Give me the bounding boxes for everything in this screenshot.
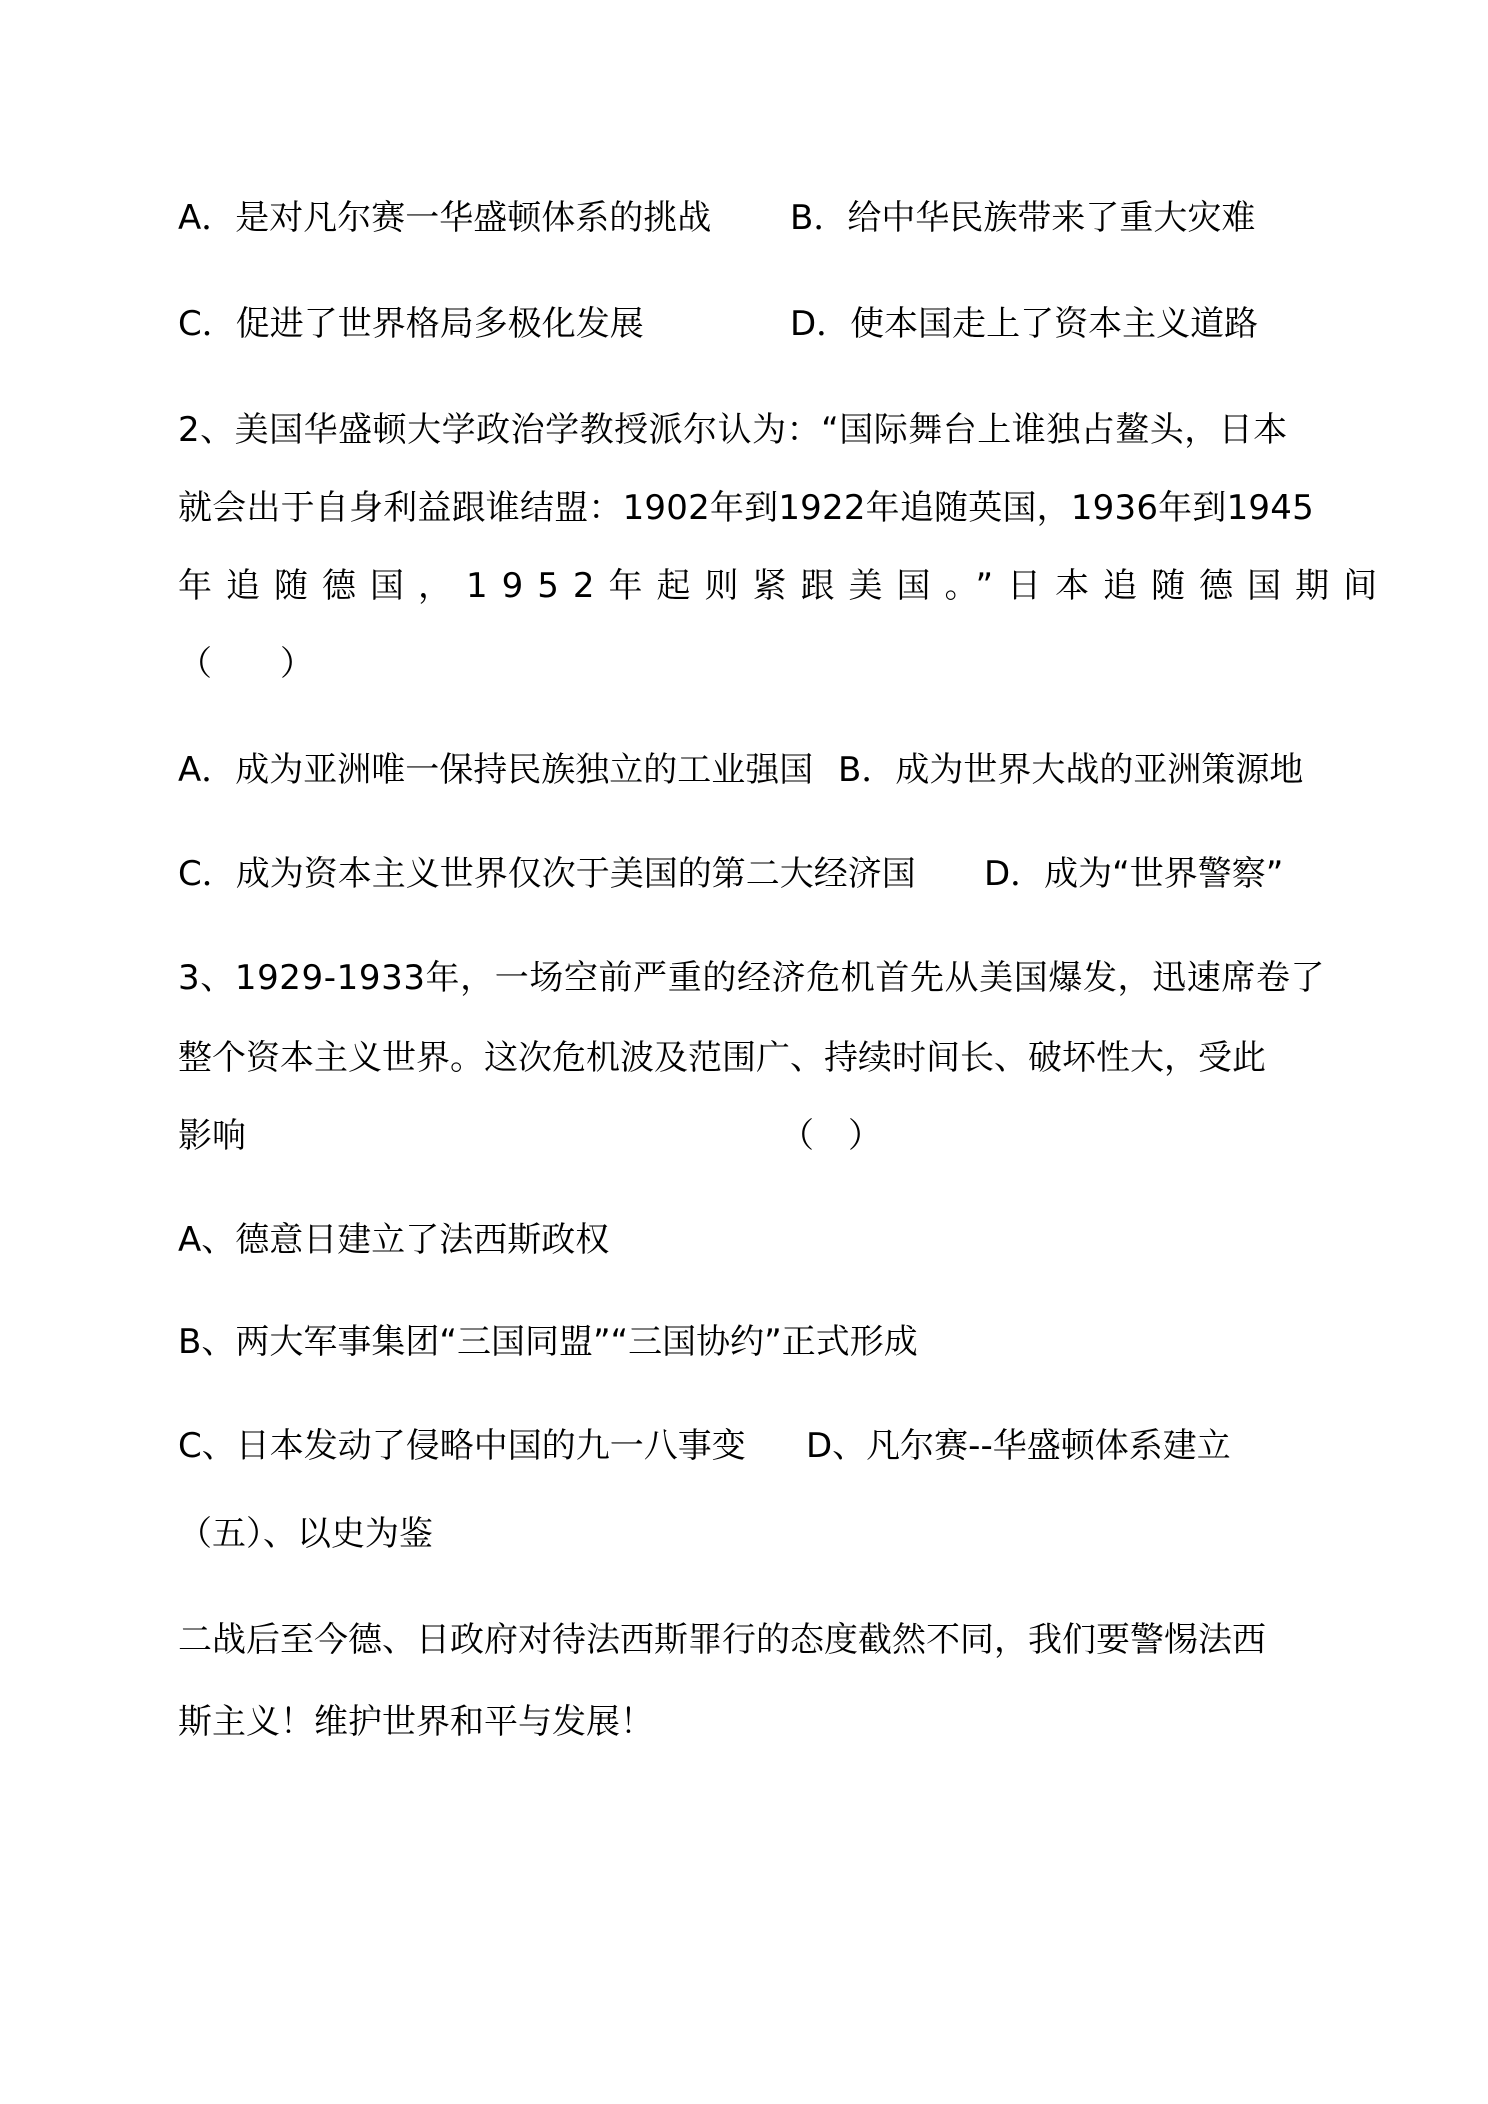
q2-stem-line-1: 2、美国华盛顿大学政治学教授派尔认为：“国际舞台上谁独占鳌头，日本: [178, 410, 1288, 450]
q3-option-d: D、凡尔赛--华盛顿体系建立: [806, 1426, 1231, 1466]
q2-answer-paren: （ ）: [178, 644, 314, 684]
q1-option-a: A．是对凡尔赛一华盛顿体系的挑战: [178, 198, 712, 238]
section-paragraph-line-2: 斯主义！维护世界和平与发展！: [178, 1702, 654, 1742]
q2-stem-line-2: 就会出于自身利益跟谁结盟：1902年到1922年追随英国，1936年到1945: [178, 488, 1314, 528]
q1-option-c: C．促进了世界格局多极化发展: [178, 304, 644, 344]
q3-stem-line-1: 3、1929-1933年，一场空前严重的经济危机首先从美国爆发，迅速席卷了: [178, 958, 1326, 998]
q3-option-a: A、德意日建立了法西斯政权: [178, 1220, 610, 1260]
q2-option-d: D．成为“世界警察”: [984, 854, 1284, 894]
q3-stem-line-2: 整个资本主义世界。这次危机波及范围广、持续时间长、破坏性大，受此: [178, 1038, 1266, 1078]
q1-option-b: B．给中华民族带来了重大灾难: [790, 198, 1256, 238]
section-paragraph-line-1: 二战后至今德、日政府对待法西斯罪行的态度截然不同，我们要警惕法西: [178, 1620, 1266, 1660]
q2-option-c: C．成为资本主义世界仅次于美国的第二大经济国: [178, 854, 916, 894]
q3-option-c: C、日本发动了侵略中国的九一八事变: [178, 1426, 746, 1466]
q3-option-b: B、两大军事集团“三国同盟”“三国协约”正式形成: [178, 1322, 918, 1362]
q2-stem-line-3: 年追随德国，1952年起则紧跟美国。”日本追随德国期间: [178, 566, 1392, 606]
q2-option-a: A．成为亚洲唯一保持民族独立的工业强国: [178, 750, 814, 790]
q1-option-d: D．使本国走上了资本主义道路: [790, 304, 1259, 344]
q3-stem-line-3: 影响: [178, 1116, 246, 1156]
q2-option-b: B．成为世界大战的亚洲策源地: [838, 750, 1304, 790]
q3-answer-paren: （ ）: [780, 1116, 882, 1156]
section-heading: （五）、以史为鉴: [178, 1514, 433, 1554]
